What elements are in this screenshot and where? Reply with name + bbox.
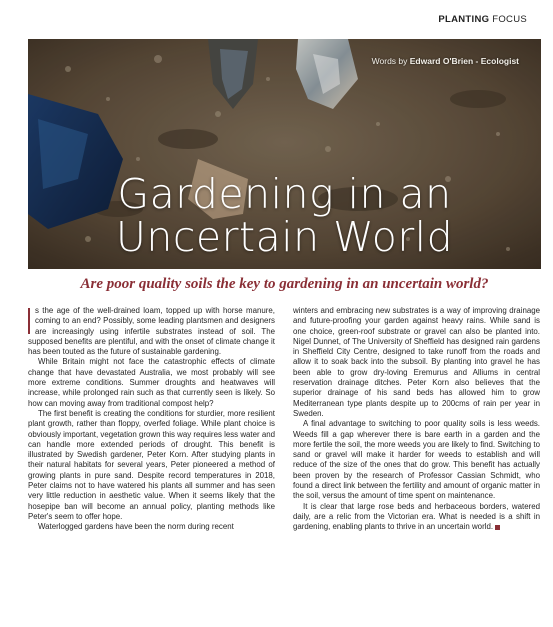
- article-title: [28, 170, 541, 261]
- paragraph: While Britain might not face the catastrophic effects of climate change that have devastated Australia, we most probably will see more extreme conditions. Summer droughts and heatwaves will increase, while prolonged rain such as that currently seen is likely. So how can moving away from traditional compost help?: [28, 357, 275, 408]
- paragraph-text: It is clear that large rose beds and herbaceous borders, watered daily, are a relic from the Victorian era. What is needed is a shift in gardening, enabling plants to thrive in an uncertain world.: [293, 501, 540, 532]
- end-mark-icon: [495, 525, 500, 530]
- article-title-line-2: Uncertain World: [115, 213, 454, 261]
- byline-prefix: Words by: [371, 56, 408, 66]
- paragraph: Waterlogged gardens have been the norm during recent: [38, 522, 234, 532]
- paragraph: winters and embracing new substrates is a way of improving drainage and future-proofing your garden against heavy rains. While sand is one choice, green-roof substrate or gravel can also be planted into. Nigel Dunnet, of The University of Sheffield has designed rain gardens in Sheffield City Centre, designed to take runoff from the roads and allow it to soak back into the subsoil. By planting into gravel he has been able to grow dry-loving Eremurus and Alliums in central reservation drainage ditches. Peter Korn also believes that the superior drainage of his sand beds has allowed him to grow Mediterranean type plants despite up to 200cms of rain per year in Sweden.: [293, 306, 540, 418]
- byline: [372, 56, 519, 66]
- hero-photo: [28, 39, 541, 269]
- dropcap-bar: [28, 308, 30, 334]
- article-standfirst: Are poor quality soils the key to gardening in an uncertain world?: [80, 276, 489, 292]
- section-label-bold: PLANTING: [438, 14, 490, 25]
- section-label: [438, 14, 527, 25]
- paragraph: The first benefit is creating the conditions for sturdier, more resilient plant growth, rather than floppy, overfed foliage. While plant choice is obviously important, vegetation grown this way requires less water and can handle more extended periods of drought. This benefit is illustrated by Swedish gardener, Peter Korn. After studying plants in their natural habitats for several years, Peter pioneered a method of growing plants in pure sand. Despite record temperatures in 2018, Peter claims not to have watered his plants all summer and has seen very little reduction in aesthetic value. When it seems likely that the hosepipe ban will become an annual policy, planting methods like Peter's seem to offer hope.: [28, 408, 275, 521]
- paragraph: [293, 502, 540, 533]
- paragraph: A final advantage to switching to poor quality soils is less weeds. Weeds fill a gap wherever there is bare earth in a garden and the more fertile the soil, the more weeds you are likely to find. Switching to sand or gravel will make it harder for weeds to establish and will reduce of the size of the ones that do grow. This benefit has actually been proven by the research of Professor Cassian Schmidt, who found a direct link between the fertility and amount of organic matter in the soil, versus the amount of time spent on maintenance.: [293, 419, 540, 501]
- byline-author: Edward O'Brien - Ecologist: [409, 56, 519, 66]
- body-column-right: [293, 306, 540, 533]
- article-title-line-1: Gardening in an: [117, 170, 452, 218]
- paragraph-text: s the age of the well-drained loam, topped up with horse manure, coming to an end? Possibly, some leading plantsmen and designers are increasingly using infertile substrates instead of soil. The supposed benefits are plentiful, and with the onset of climate change it has been touted as the future of sustainable gardening.: [28, 306, 275, 357]
- paragraph: [28, 306, 275, 357]
- body-column-left: [28, 306, 275, 533]
- section-label-regular: FOCUS: [492, 14, 527, 25]
